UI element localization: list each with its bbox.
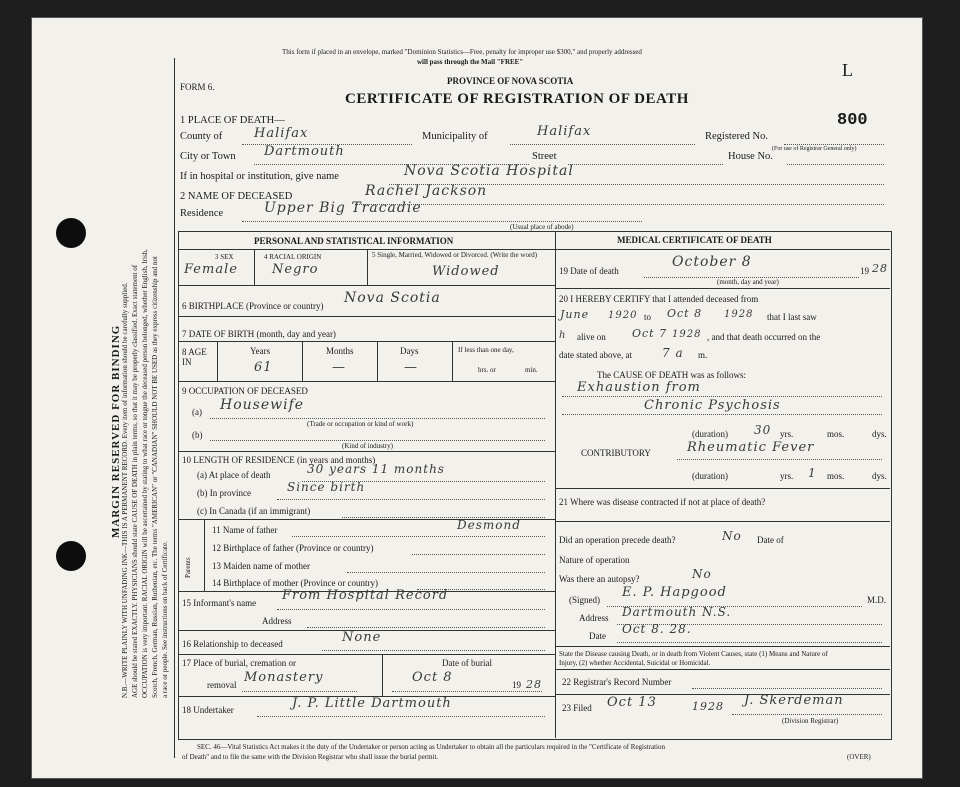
form-number: FORM 6. [180, 82, 215, 92]
operation-value: No [722, 529, 742, 543]
certify-label: 20 I HEREBY CERTIFY that I attended deceased from [559, 294, 759, 304]
parents-label: Parents [184, 557, 192, 578]
operation-label: Did an operation precede death? [559, 535, 676, 545]
duration-2-mos: mos. [827, 471, 845, 481]
place-of-death-label: 1 PLACE OF DEATH— [180, 115, 285, 126]
sex-value: Female [184, 262, 238, 277]
footer-line-1: SEC. 46—Vital Statistics Act makes it the duty of the Undertaker or person acting as Undertaker to obtain all the particulars required in the "Certificate of Registration [197, 743, 666, 751]
punch-hole-top [56, 218, 86, 248]
date-of-death-value: October 8 [672, 254, 752, 270]
hrs-label: hrs. or [478, 366, 496, 374]
certificate-date-value: Oct 8. 28. [622, 622, 692, 636]
duration-1-dys: dys. [872, 429, 887, 439]
division-registrar-label: (Division Registrar) [782, 717, 839, 725]
days-label: Days [400, 346, 419, 356]
father-name-value: Desmond [457, 518, 521, 532]
father-name-label: 11 Name of father [212, 525, 278, 535]
alive-pronoun-value: h [559, 330, 567, 341]
city-value: Dartmouth [264, 144, 345, 159]
attended-from-value: June [560, 308, 590, 321]
county-label: County of [180, 131, 223, 142]
autopsy-label: Was there an autopsy? [559, 574, 640, 584]
burial-year-value: 28 [526, 678, 542, 691]
informant-label: 15 Informant's name [182, 598, 257, 608]
residence-a-value: 30 years 11 months [307, 462, 445, 476]
occupation-b-label: (b) [192, 430, 203, 440]
duration-1-label: (duration) [692, 429, 728, 439]
date-burial-label: Date of burial [442, 658, 492, 668]
physician-address-label: Address [579, 613, 609, 623]
state-disease-note-1: State the Disease causing Death, or in death from Violent Causes, state (1) Means and Nature of [559, 650, 828, 658]
last-saw-label: that I last saw [767, 312, 817, 322]
registrar-note: (For use of Registrar General only) [772, 146, 857, 152]
margin-note-1: N.B.—WRITE PLAINLY WITH UNFADING INK—THIS IS A PERMANENT RECORD. Every item of information should be carefully supplied. [121, 282, 129, 698]
alive-on-year: 1928 [672, 329, 702, 340]
mail-notice-line2: will pass through the Mail "FREE" [417, 58, 524, 66]
dob-label: 7 DATE OF BIRTH (month, day and year) [182, 329, 336, 339]
contributory-label: CONTRIBUTORY [581, 448, 651, 458]
attended-to-year: 1928 [724, 309, 754, 320]
residence-value: Upper Big Tracadie [264, 200, 422, 216]
city-label: City or Town [180, 151, 236, 162]
months-label: Months [326, 346, 354, 356]
occupation-label: 9 OCCUPATION OF DECEASED [182, 386, 308, 396]
registered-no-label: Registered No. [705, 131, 768, 142]
signed-label: (Signed) [569, 595, 600, 605]
father-birthplace-label: 12 Birthplace of father (Province or country) [212, 543, 374, 553]
marital-status-label: 5 Single, Married, Widowed or Divorced. (Write the word) [372, 251, 538, 259]
years-label: Years [250, 346, 271, 356]
burial-place-label: 17 Place of burial, cremation or [182, 658, 296, 668]
informant-value: From Hospital Record [282, 588, 449, 603]
occupation-b-note: (Kind of industry) [342, 442, 393, 450]
cause-of-death-label: The CAUSE OF DEATH was as follows: [597, 370, 746, 380]
death-year-prefix: 19 [860, 266, 869, 276]
physician-signature: E. P. Hapgood [622, 585, 727, 600]
filed-value: Oct 13 [607, 695, 657, 710]
margin-note-2: AGE should be stated EXACTLY. PHYSICIANS should state CAUSE OF DEATH in plain terms, so that it may be properly classified. Exact statement of [131, 264, 139, 698]
years-value: 61 [254, 360, 273, 375]
attended-to-value: Oct 8 [667, 307, 703, 320]
punch-hole-bottom [56, 541, 86, 571]
death-time-value: 7 a [662, 346, 684, 360]
removal-label: removal [207, 680, 237, 690]
registrar-signature: J. Skerdeman [744, 693, 844, 708]
street-label: Street [532, 151, 557, 162]
birthplace-label: 6 BIRTHPLACE (Province or country) [182, 301, 324, 311]
attended-from-year: 1920 [608, 310, 638, 321]
margin-rule [174, 58, 175, 758]
m-label: m. [698, 350, 708, 360]
racial-origin-label: 4 RACIAL ORIGIN [264, 253, 322, 261]
residence-a-label: (a) At place of death [197, 470, 271, 480]
undertaker-value: J. P. Little Dartmouth [292, 696, 452, 711]
contributory-value: Rheumatic Fever [687, 440, 815, 455]
death-year-value: 28 [872, 262, 888, 275]
deceased-name-value: Rachel Jackson [365, 183, 488, 199]
alive-on-label: alive on [577, 332, 606, 342]
municipality-value: Halifax [537, 124, 592, 139]
filed-year: 1928 [692, 700, 724, 713]
state-disease-note-2: Injury, (2) whether Accidental, Suicidal or Homicidal. [559, 659, 711, 667]
date-of-death-label: 19 Date of death [559, 266, 619, 276]
to-label: to [644, 312, 652, 322]
date-burial-value: Oct 8 [412, 670, 453, 685]
alive-on-date: Oct 7 [632, 327, 668, 340]
medical-heading: MEDICAL CERTIFICATE OF DEATH [617, 235, 772, 245]
less-than-day-label: If less than one day, [458, 346, 514, 354]
relationship-value: None [342, 630, 382, 645]
province-heading: PROVINCE OF NOVA SCOTIA [447, 76, 574, 86]
death-certificate [32, 18, 922, 778]
undertaker-label: 18 Undertaker [182, 705, 234, 715]
certificate-title: CERTIFICATE OF REGISTRATION OF DEATH [345, 91, 689, 107]
age-label: 8 AGE IN [182, 347, 207, 367]
disease-contracted-label: 21 Where was disease contracted if not at place of death? [559, 497, 766, 507]
days-value: — [404, 360, 418, 375]
mother-birthplace-label: 14 Birthplace of mother (Province or country) [212, 578, 378, 588]
registrar-record-label: 22 Registrar's Record Number [562, 677, 672, 687]
mail-notice-line1: This form if placed in an envelope, marked "Dominion Statistics—Free, penalty for improper use $300," and properly addressed [282, 48, 642, 56]
margin-note-3: OCCUPATION is very important. RACIAL ORIGIN will be ascertained by stating to what race or tongue the deceased person belonged, whether English, Irish, [141, 249, 149, 698]
hospital-value: Nova Scotia Hospital [404, 163, 574, 179]
registered-no-value: 800 [837, 111, 868, 130]
md-label: M.D. [867, 595, 887, 605]
marital-status-value: Widowed [432, 264, 500, 279]
cause-line-2: Chronic Psychosis [644, 398, 781, 413]
duration-2-value: 1 [808, 466, 817, 480]
autopsy-value: No [692, 567, 712, 581]
house-no-label: House No. [728, 151, 773, 162]
over-label: (OVER) [847, 753, 871, 761]
margin-note-5: a race or people. See instructions on back of Certificate. [161, 541, 169, 698]
relationship-label: 16 Relationship to deceased [182, 639, 283, 649]
duration-1-value: 30 [754, 423, 772, 437]
duration-2-dys: dys. [872, 471, 887, 481]
burial-year-prefix: 19 [512, 680, 521, 690]
months-value: — [332, 360, 346, 375]
sex-label: 3 SEX [215, 253, 234, 261]
footer-line-2: of Death" and to file the same with the Division Registrar who shall issue the burial permit. [182, 753, 439, 761]
date-of-death-note: (month, day and year) [717, 278, 779, 286]
duration-2-label: (duration) [692, 471, 728, 481]
county-value: Halifax [254, 126, 309, 141]
corner-mark: L [842, 60, 853, 80]
mother-name-label: 13 Maiden name of mother [212, 561, 310, 571]
min-label: min. [525, 366, 538, 374]
date-stated-label: date stated above, at [559, 350, 632, 360]
operation-date-label: Date of [757, 535, 784, 545]
residence-label: Residence [180, 208, 224, 219]
physician-address-value: Dartmouth N.S. [622, 605, 732, 619]
duration-1-yrs: yrs. [780, 429, 794, 439]
residence-length-label: 10 LENGTH OF RESIDENCE (in years and months) [182, 455, 376, 465]
margin-note-4: Scotch, French, German, Russian, Ruthenian, etc. The terms "AMERICAN" or "CANADIAN" SHOULD NOT BE USED as they express citizenship and not [151, 256, 159, 698]
residence-b-value: Since birth [287, 480, 366, 494]
removal-value: Monastery [244, 670, 324, 685]
racial-origin-value: Negro [272, 262, 319, 277]
occupation-a-note: (Trade or occupation or kind of work) [307, 420, 414, 428]
birthplace-value: Nova Scotia [344, 290, 441, 306]
municipality-label: Municipality of [422, 131, 488, 142]
deceased-name-label: 2 NAME OF DECEASED [180, 191, 293, 202]
personal-info-heading: PERSONAL AND STATISTICAL INFORMATION [254, 236, 454, 246]
residence-note: (Usual place of abode) [510, 223, 574, 231]
occupation-a-value: Housewife [220, 397, 305, 413]
nature-of-operation-label: Nature of operation [559, 555, 630, 565]
cause-line-1: Exhaustion from [577, 380, 701, 395]
residence-c-label: (c) In Canada (if an immigrant) [197, 506, 311, 516]
informant-address-label: Address [262, 616, 292, 626]
duration-2-yrs: yrs. [780, 471, 794, 481]
binding-margin-label: MARGIN RESERVED FOR BINDING [110, 324, 122, 538]
occupation-a-label: (a) [192, 407, 202, 417]
duration-1-mos: mos. [827, 429, 845, 439]
residence-b-label: (b) In province [197, 488, 251, 498]
hospital-label: If in hospital or institution, give name [180, 171, 339, 182]
filed-label: 23 Filed [562, 703, 592, 713]
death-occurred-label: , and that death occurred on the [707, 332, 821, 342]
certificate-date-label: Date [589, 631, 606, 641]
